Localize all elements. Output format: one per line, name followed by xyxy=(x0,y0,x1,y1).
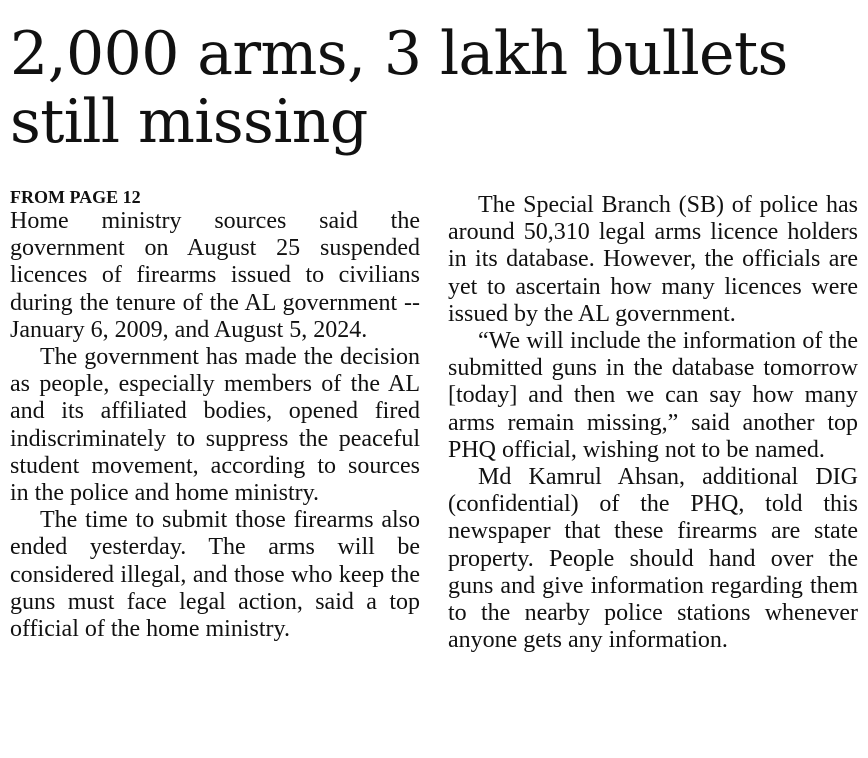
paragraph: “We will include the information of the submitted guns in the database tomorrow [today] and then we can say how many arms remain missing,” said another top PHQ official, wishing not to be named. xyxy=(448,328,858,463)
left-column xyxy=(10,186,420,643)
headline: 2,000 arms, 3 lakh bullets still missing xyxy=(10,19,788,157)
kicker: FROM PAGE 12 xyxy=(10,187,141,207)
paragraph: The time to submit those firearms also ended yesterday. The arms will be considered illegal, and those who keep the guns must face legal action, said a top official of the home ministry. xyxy=(10,507,420,643)
paragraph: Md Kamrul Ahsan, additional DIG (confidential) of the PHQ, told this newspaper that these firearms are state property. People should hand over the guns and give information regarding them to the nearby police stations whenever anyone gets any information. xyxy=(448,464,858,654)
paragraph: The Special Branch (SB) of police has around 50,310 legal arms licence holders in its database. However, the officials are yet to ascertain how many licences were issued by the AL government. xyxy=(448,192,858,327)
paragraph: Home ministry sources said the government on August 25 suspended licences of firearms issued to civilians during the tenure of the AL government -- January 6, 2009, and August 5, 2024. xyxy=(10,208,420,343)
paragraph: The government has made the decision as people, especially members of the AL and its affiliated bodies, opened fired indiscriminately to suppress the peaceful student movement, according to sources in the police and home ministry. xyxy=(10,344,420,507)
right-column xyxy=(448,186,858,654)
